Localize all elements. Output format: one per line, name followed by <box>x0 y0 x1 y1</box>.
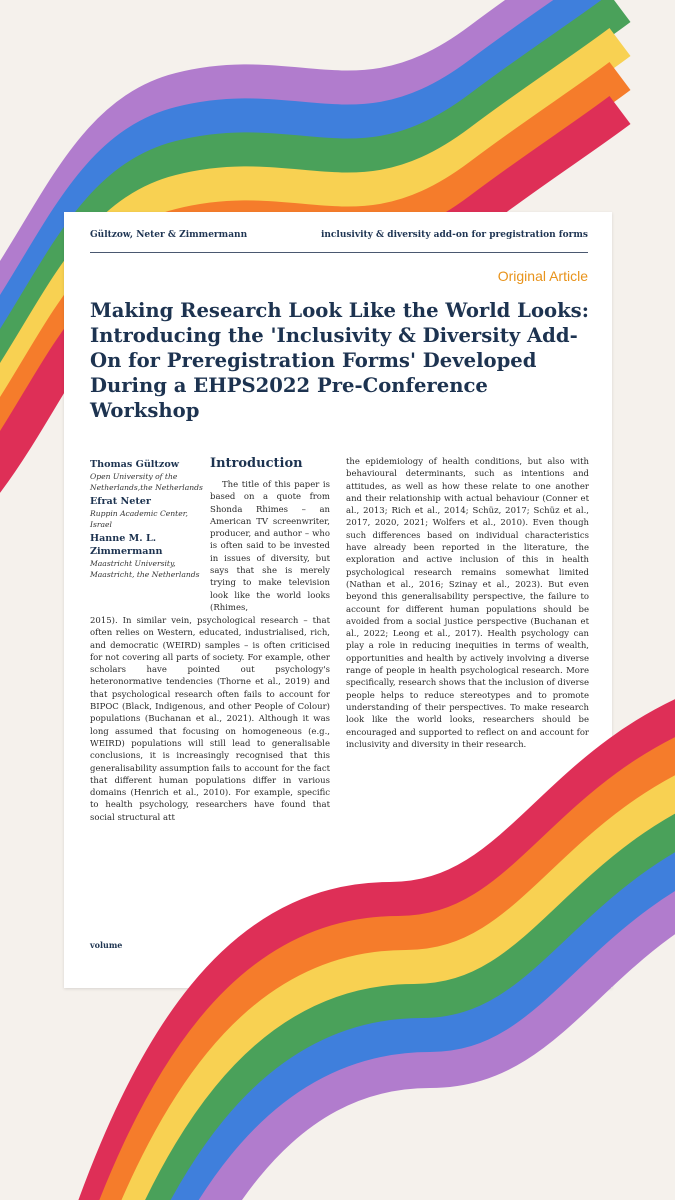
section-heading-introduction: Introduction <box>210 456 303 471</box>
article-type-label: Original Article <box>497 268 588 284</box>
introduction-paragraph-continued: 2015). In similar vein, psychological research – that often relies on Western, educated, industrialised, rich, and democratic (WEIRD) samples – is often criticised for not covering all parts of society. For example, other scholars have pointed out psychology's heteronormative tendencies (Thorne et al., 2019) and that psychological research often fails to account for BIPOC (Black, Indigenous, and other People of Colour) populations (Buchanan et al., 2021). Although it was long assumed that focusing on homogeneous (e.g., WEIRD) populations will still lead to generalisable conclusions, it is increasingly recognised that this generalisability assumption fails to account for the fact that different human populations differ in various domains (Henrich et al., 2010). For example, specific to health psychology, researchers have found that social structural att <box>90 616 330 823</box>
running-head-title: inclusivity & diversity add-on for pregistration forms <box>320 230 588 240</box>
author-affiliation: Maastricht University, Maastricht, the Netherlands <box>90 559 200 579</box>
author-name: Hanne M. L. Zimmermann <box>90 533 163 557</box>
introduction-paragraph-start: The title of this paper is based on a quote from Shonda Rhimes – an American TV screenwriter, producer, and author – who is often said to be invested in issues of diversity, but says that she is merely trying to make television look like the world looks (Rhimes, <box>210 480 330 613</box>
author-name: Efrat Neter <box>90 496 151 507</box>
page-footer: volume <box>90 940 123 950</box>
running-head-authors: Gültzow, Neter & Zimmermann <box>90 230 248 240</box>
author-affiliation: Ruppin Academic Center, Israel <box>90 509 188 529</box>
paper-title: Making Research Look Like the World Looks: Introducing the 'Inclusivity & Diversity Add-On for Preregistration Forms' Developed During a EHPS2022 Pre-Conference Workshop <box>90 299 589 422</box>
author-affiliation: Open University of the Netherlands,the Netherlands <box>90 472 203 492</box>
right-column-paragraph: the epidemiology of health conditions, but also with behavioural determinants, such as intentions and attitudes, as well as how these relate to one another and their relationship with actual behaviour (Conner et al., 2013; Rich et al., 2014; Schüz, 2017; Schüz et al., 2017, 2020, 2021; Wolfers et al., 2010). Even though such differences based on individual characteristics have already been reported in the literature, the exploration and active inclusion of this in health psychological research remains somewhat limited (Nathan et al., 2016; Szinay et al., 2023). But even beyond this generalisability perspective, the failure to account for different human populations should be avoided from a social justice perspective (Buchanan et al., 2022; Leong et al., 2017). Health psychology can play a role in reducing inequities in terms of wealth, opportunities and health by actively involving a diverse range of people in health psychological research. More specifically, research shows that the inclusion of diverse people helps to reduce stereotypes and to promote understanding of their perspectives. To make research look like the world looks, researchers should be encouraged and supported to reflect on and account for inclusivity and diversity in their research. <box>346 457 589 750</box>
author-name: Thomas Gültzow <box>90 459 179 470</box>
